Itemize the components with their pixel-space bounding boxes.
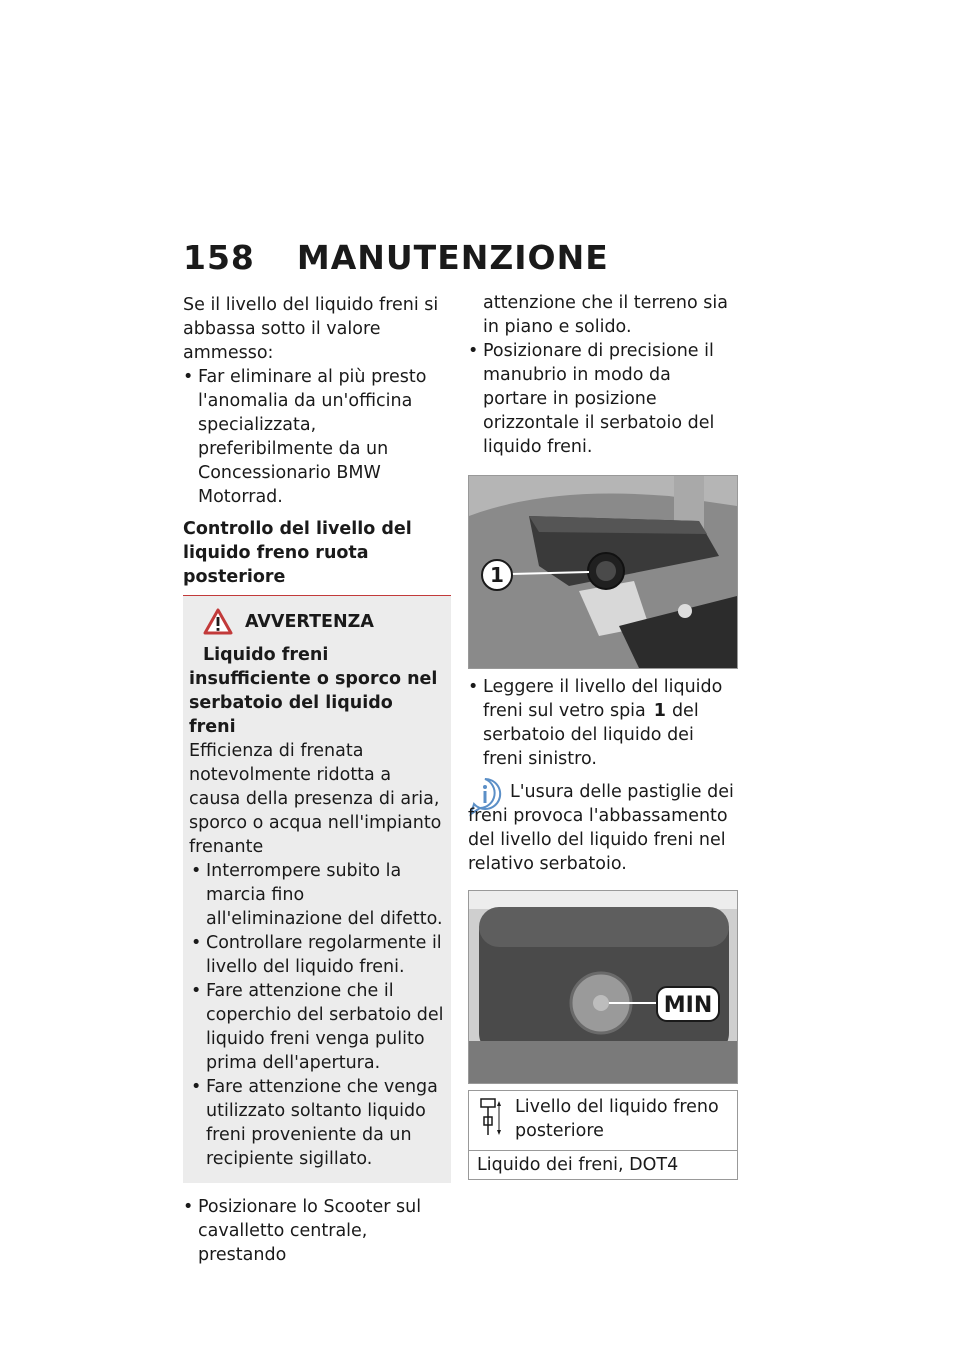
photo-callout-1: 1 — [490, 563, 504, 587]
warning-text: Efficienza di frenata notevolmente ridotta a causa della presenza di aria, sporco o acqua nell'impianto frenante — [189, 741, 442, 857]
info-text: L'usura delle pastiglie dei freni provoca l'abbassamento del livello del liquido freni nel relativo serbatoio. — [468, 782, 734, 874]
min-level-photo — [468, 890, 738, 1084]
spec-row-name — [469, 1091, 737, 1151]
left-column — [183, 293, 451, 1267]
warning-title: Liquido freni insufficiente o sporco nel serbatoio del liquido freni — [189, 645, 438, 737]
step-handlebar: • Posizionare di precisione il manubrio in modo da portare in posizione orizzontale il serbatoio del liquido freni. — [468, 339, 738, 459]
warning-label: AVVERTENZA — [245, 611, 374, 632]
warning-item: • Fare attenzione che venga utilizzato soltanto liquido freni proveniente da un recipiente sigillato. — [189, 1075, 445, 1171]
warning-item: • Controllare regolarmente il livello del liquido freni. — [189, 931, 445, 979]
warning-triangle-icon — [203, 608, 233, 635]
right-column — [468, 291, 738, 1180]
min-label: MIN — [663, 993, 713, 1018]
min-level-illustration — [469, 891, 737, 1083]
page-header — [183, 238, 609, 277]
spec-name: Livello del liquido freno posteriore — [515, 1097, 719, 1141]
intro-text: Se il livello del liquido freni si abbassa sotto il valore ammesso: — [183, 295, 439, 363]
warning-box — [183, 596, 451, 1183]
step-read-level — [468, 675, 738, 771]
reservoir-illustration — [469, 476, 737, 668]
reservoir-photo — [468, 475, 738, 669]
step-scooter-cont: attenzione che il terreno sia in piano e solido. — [483, 293, 728, 337]
intro-bullet: • Far eliminare al più presto l'anomalia da un'officina specializzata, preferibilmente da un Concessionario BMW Motorrad. — [183, 365, 451, 509]
warning-header — [203, 608, 445, 635]
step-read-level-b: del serbatoio del liquido dei freni sinistro. — [483, 701, 699, 769]
spec-value: Liquido dei freni, DOT4 — [477, 1155, 679, 1175]
step-read-level-a: Leggere il livello del liquido freni sul vetro spia — [483, 677, 723, 721]
ref-1: 1 — [653, 701, 666, 721]
page-title: MANUTENZIONE — [296, 238, 609, 277]
section-title: Controllo del livello del liquido freno ruota posteriore — [183, 519, 412, 587]
page-number: 158 — [183, 238, 255, 277]
warning-item: • Interrompere subito la marcia fino all'eliminazione del difetto. — [189, 859, 445, 931]
reservoir-level-icon — [477, 1095, 515, 1146]
spec-table — [468, 1090, 738, 1180]
warning-item: • Fare attenzione che il coperchio del serbatoio del liquido freni venga pulito prima dell'apertura. — [189, 979, 445, 1075]
step-scooter: • Posizionare lo Scooter sul cavalletto centrale, prestando — [183, 1195, 451, 1267]
